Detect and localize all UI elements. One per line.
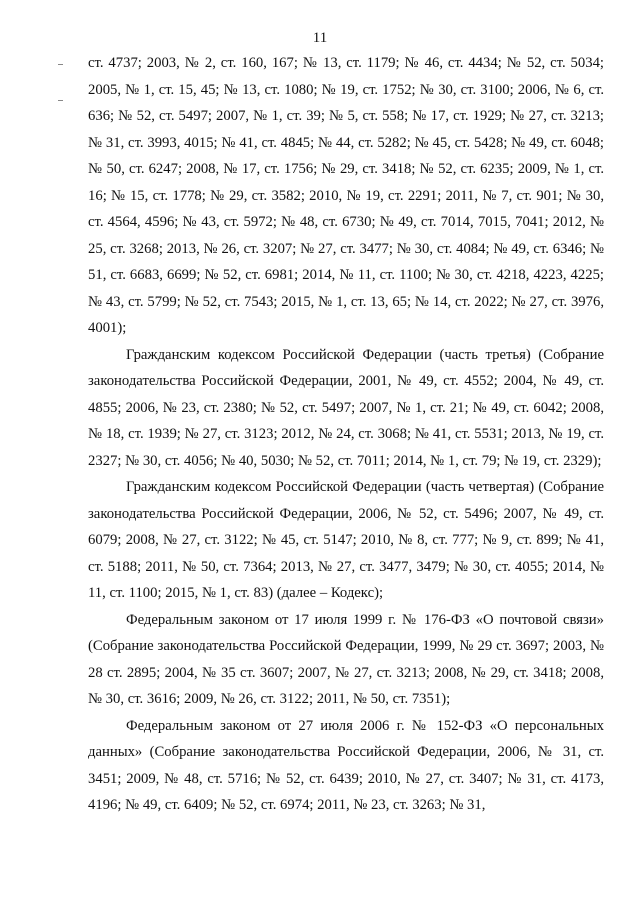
margin-mark xyxy=(58,64,63,65)
paragraph-civil-code-part-four: Гражданским кодексом Российской Федерации (часть четвертая) (Собрание законодательства Российской Федерации, 2006, № 52, ст. 5496; 2007, № 49, ст. 6079; 2008, № 27, ст. 3122; № 45, ст. 5147; 2010, № 8, ст. 777; № 9, ст. 899; № 41, ст. 5188; 2011, № 50, ст. 7364; 2013, № 27, ст. 3477, 3479; № 30, ст. 4055; 2014, № 11, ст. 1100; 2015, № 1, ст. 83) (далее – Кодекс); xyxy=(88,479,604,601)
paragraph-personal-data-law: Федеральным законом от 27 июля 2006 г. № 152-ФЗ «О персональных данных» (Собрание законодательства Российской Федерации, 2006, № 31, ст. 3451; 2009, № 48, ст. 5716; № 52, ст. 6439; 2010, № 27, ст. 3407; № 31, ст. 4173, 4196; № 49, ст. 6409; № 52, ст. 6974; 2011, № 23, ст. 3263; № 31, xyxy=(88,717,604,813)
page-number: 11 xyxy=(312,30,328,46)
margin-mark xyxy=(58,100,63,101)
paragraph-references-continued: ст. 4737; 2003, № 2, ст. 160, 167; № 13, ст. 1179; № 46, ст. 4434; № 52, ст. 5034; 2005, № 1, ст. 15, 45; № 13, ст. 1080; № 19, ст. 1752; № 30, ст. 3100; 2006, № 6, ст. 636; № 52, ст. 5497; 2007, № 1, ст. 39; № 5, ст. 558; № 17, ст. 1929; № 27, ст. 3213; № 31, ст. 3993, 4015; № 41, ст. 4845; № 44, ст. 5282; № 45, ст. 5428; № 49, ст. 6048; № 50, ст. 6247; 2008, № 17, ст. 1756; № 29, ст. 3418; № 52, ст. 6235; 2009, № 1, ст. 16; № 15, ст. 1778; № 29, ст. 3582; 2010, № 19, ст. 2291; 2011, № 7, ст. 901; № 30, ст. 4564, 4596; № 43, ст. 5972; № 48, ст. 6730; № 49, ст. 7014, 7015, 7041; 2012, № 25, ст. 3268; 2013, № 26, ст. 3207; № 27, ст. 3477; № 30, ст. 4084; № 49, ст. 6346; № 51, ст. 6683, 6699; № 52, ст. 6981; 2014, № 11, ст. 1100; № 30, ст. 4218, 4223, 4225; № 43, ст. 5799; № 52, ст. 7543; 2015, № 1, ст. 13, 65; № 14, ст. 2022; № 27, ст. 3976, 4001); xyxy=(88,55,604,336)
paragraph-postal-law: Федеральным законом от 17 июля 1999 г. № 176-ФЗ «О почтовой связи» (Собрание законодательства Российской Федерации, 1999, № 29 ст. 3697; 2003, № 28 ст. 2895; 2004, № 35 ст. 3607; 2007, № 27, ст. 3213; 2008, № 29, ст. 3418; 2008, № 30, ст. 3616; 2009, № 26, ст. 3122; 2011, № 50, ст. 7351); xyxy=(88,611,604,707)
paragraph-civil-code-part-three: Гражданским кодексом Российской Федерации (часть третья) (Собрание законодательства Российской Федерации, 2001, № 49, ст. 4552; 2004, № 49, ст. 4855; 2006, № 23, ст. 2380; № 52, ст. 5497; 2007, № 1, ст. 21; № 49, ст. 6042; 2008, № 18, ст. 1939; № 27, ст. 3123; 2012, № 24, ст. 3068; № 41, ст. 5531; 2013, № 19, ст. 2327; № 30, ст. 4056; № 40, 5030; № 52, ст. 7011; 2014, № 1, ст. 79; № 19, ст. 2329); xyxy=(88,346,604,469)
document-body xyxy=(88,50,604,819)
